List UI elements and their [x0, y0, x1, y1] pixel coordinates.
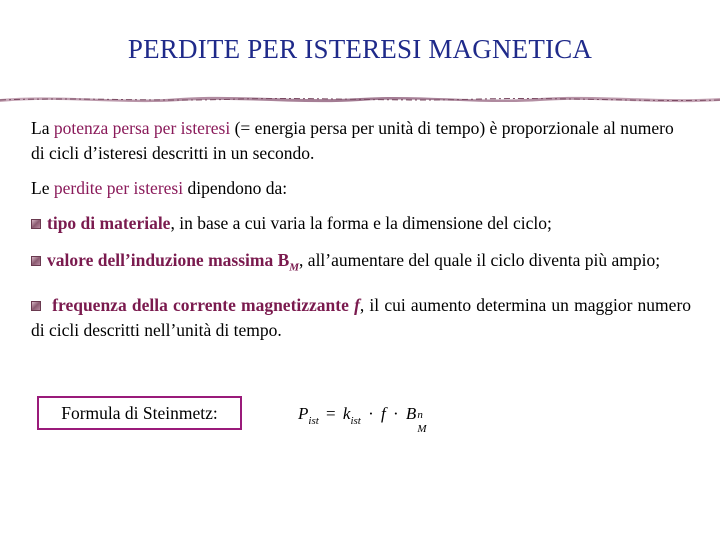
bullet-item-frequenza: frequenza della corrente magnetizzante f, il cui aumento determina un maggior numero di cicli descritti nell’unità di tempo. [31, 294, 692, 340]
paragraph-intro: La potenza persa per isteresi (= energia persa per unità di tempo) è proporzionale al numero di cicli d’isteresi descritti in un secondo. [31, 118, 674, 163]
paragraph-dipendenze: Le perdite per isteresi dipendono da: [31, 178, 288, 198]
steinmetz-formula: $P_{ist} = k_{ist} \cdot f \cdot B$ n M [298, 404, 427, 435]
page-title: PERDITE PER ISTERESI MAGNETICA [127, 34, 593, 64]
bullet-item-induzione: valore dell’induzione massima $B_M$, all’aumentare del quale il ciclo diventa più ampio; [31, 248, 691, 281]
formula-label-box: Formula di Steinmetz: [37, 396, 242, 430]
slide-content [31, 116, 691, 355]
square-bullet-icon [31, 219, 41, 229]
highlight-potenza: potenza persa per isteresi [53, 118, 231, 138]
title-divider [0, 92, 720, 106]
bullet-item-materiale: tipo di materiale, in base a cui varia la forma e la dimensione del ciclo; [31, 211, 691, 236]
highlight-perdite: perdite per isteresi [53, 178, 184, 198]
square-bullet-icon [31, 301, 41, 311]
square-bullet-icon [31, 256, 41, 266]
